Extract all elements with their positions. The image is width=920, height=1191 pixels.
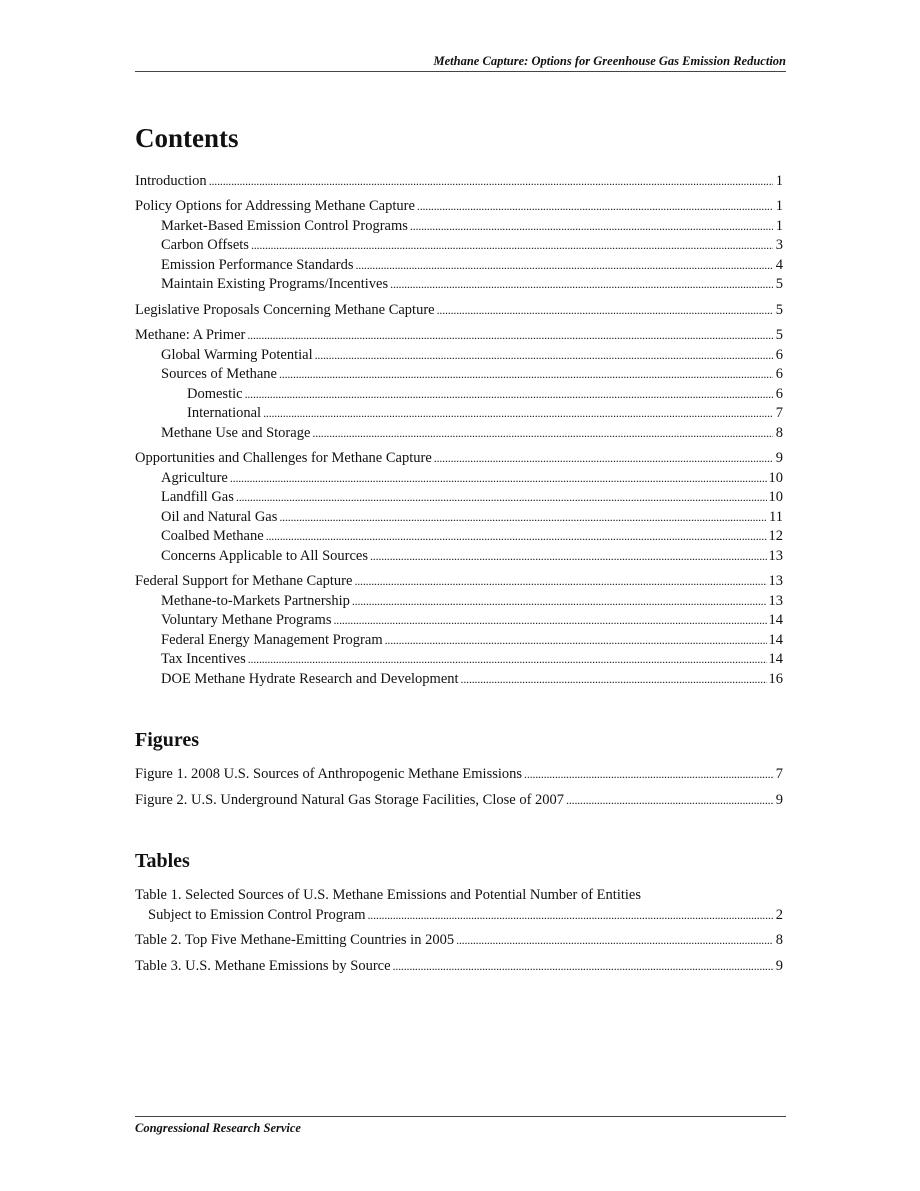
toc-entry[interactable]: Tax Incentives . . . 14 — [135, 650, 783, 670]
toc-entry[interactable]: Oil and Natural Gas . . . 11 — [135, 508, 783, 528]
table-entry[interactable]: Table 2. Top Five Methane-Emitting Countries in 2005 . . . 8 — [135, 931, 783, 951]
toc-entry[interactable]: Federal Energy Management Program . . . 14 — [135, 631, 783, 651]
toc-entry[interactable]: Market-Based Emission Control Programs . . . 1 — [135, 217, 783, 237]
toc-entry[interactable]: Federal Support for Methane Capture . . . 13 — [135, 572, 783, 592]
toc-entry[interactable]: Maintain Existing Programs/Incentives . . . 5 — [135, 275, 783, 295]
figure-entry[interactable]: Figure 1. 2008 U.S. Sources of Anthropogenic Methane Emissions . . . 7 — [135, 765, 783, 785]
toc-entry[interactable]: Global Warming Potential . . . 6 — [135, 346, 783, 366]
running-header: Methane Capture: Options for Greenhouse Gas Emission Reduction — [135, 54, 786, 72]
toc-entry[interactable]: Landfill Gas . . . 10 — [135, 488, 783, 508]
table-entry[interactable]: Table 1. Selected Sources of U.S. Methane Emissions and Potential Number of Entities Subject to Emission Control Program . . . 2 — [135, 886, 783, 925]
toc-entry[interactable]: Sources of Methane . . . 6 — [135, 365, 783, 385]
table-entry[interactable]: Table 3. U.S. Methane Emissions by Source . . . 9 — [135, 957, 783, 977]
toc-entry[interactable]: Voluntary Methane Programs . . . 14 — [135, 611, 783, 631]
figures-list — [135, 765, 783, 810]
tables-heading: Tables — [135, 850, 190, 873]
toc-entry[interactable]: Carbon Offsets . . . 3 — [135, 236, 783, 256]
toc-entry[interactable]: Concerns Applicable to All Sources . . . 13 — [135, 547, 783, 567]
toc-entry[interactable]: Emission Performance Standards . . . 4 — [135, 256, 783, 276]
toc-entry[interactable]: DOE Methane Hydrate Research and Development . . . 16 — [135, 670, 783, 690]
toc-entry[interactable]: Methane: A Primer . . . 5 — [135, 326, 783, 346]
contents-heading: Contents — [135, 123, 239, 153]
figures-heading: Figures — [135, 729, 200, 752]
toc-entry[interactable]: Opportunities and Challenges for Methane Capture . . . 9 — [135, 449, 783, 469]
toc-entry[interactable]: Policy Options for Addressing Methane Capture . . . 1 — [135, 197, 783, 217]
toc-entry[interactable]: Introduction . . . 1 — [135, 172, 783, 192]
toc-entry[interactable]: Coalbed Methane . . . 12 — [135, 527, 783, 547]
figure-entry[interactable]: Figure 2. U.S. Underground Natural Gas Storage Facilities, Close of 2007 . . . 9 — [135, 791, 783, 811]
contents-list — [135, 172, 783, 690]
running-footer: Congressional Research Service — [135, 1116, 786, 1136]
tables-list — [135, 886, 783, 976]
toc-entry[interactable]: Methane-to-Markets Partnership . . . 13 — [135, 592, 783, 612]
toc-entry[interactable]: Methane Use and Storage . . . 8 — [135, 424, 783, 444]
document-body — [135, 124, 783, 976]
toc-entry[interactable]: Legislative Proposals Concerning Methane Capture . . . 5 — [135, 301, 783, 321]
toc-entry[interactable]: Domestic . . . 6 — [135, 385, 783, 405]
toc-entry[interactable]: International . . . 7 — [135, 404, 783, 424]
toc-entry[interactable]: Agriculture . . . 10 — [135, 469, 783, 489]
